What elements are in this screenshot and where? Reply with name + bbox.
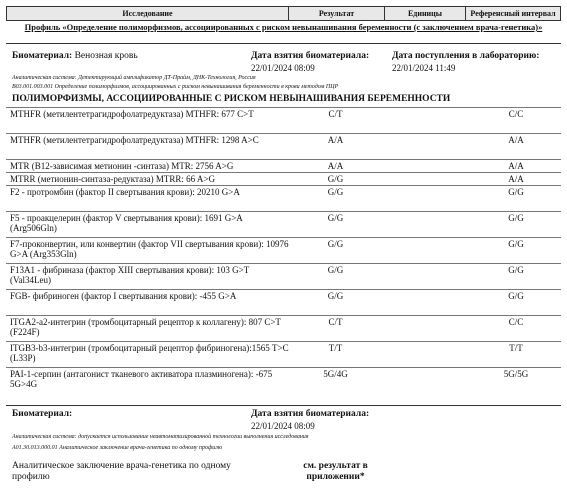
row-reference: C/C: [508, 109, 524, 119]
table-row: [6, 187, 561, 212]
analytic-system: Аналитическая система: Детектирующий амплификатор ДТ-Прайм, ДНК-Технология, Россия: [12, 75, 256, 81]
header-result: Результат: [289, 7, 385, 20]
row-study-name: FGB- фибриноген (фактор I свертывания крови): -455 G>A: [10, 291, 237, 301]
row-study-name: PAI-1-серпин (антагонист тканевого активатора плазминогена): -675 5G>4G: [10, 369, 273, 390]
row-divider: [6, 211, 561, 212]
row-result: G/G: [327, 187, 344, 197]
sample-date2-label: Дата взятия биоматериала:: [251, 409, 370, 419]
table-row: [6, 343, 561, 368]
row-divider: [6, 289, 561, 290]
section-heading: ПОЛИМОРФИЗМЫ, АССОЦИИРОВАННЫЕ С РИСКОМ НЕВЫНАШИВАНИЯ БЕРЕМЕННОСТИ: [12, 94, 451, 104]
row-divider: [6, 237, 561, 238]
lab-date-label: Дата поступления в лабораторию:: [392, 51, 540, 61]
table-row: [6, 369, 561, 394]
table-row: [6, 291, 561, 316]
row-study-name: F5 - проакцелерин (фактор V свертывания крови): 1691 G>A (Arg506Gln): [10, 213, 243, 234]
row-study-name: F7-проконвертин, или конвертин (фактор VII свертывания крови): 10976 G>A (Arg353Gln): [10, 239, 289, 260]
row-result: G/G: [327, 174, 344, 184]
row-reference: A/A: [508, 135, 524, 145]
table-header: [6, 6, 561, 21]
row-divider: [6, 159, 561, 160]
row-result: G/G: [327, 291, 344, 301]
row-divider: [6, 133, 561, 134]
lab-date-value: 22/01/2024 11:49: [392, 63, 456, 73]
row-reference: T/T: [509, 343, 523, 353]
row-divider: [6, 315, 561, 316]
row-divider: [6, 107, 561, 108]
profile-title: Профиль «Определение полиморфизмов, ассоциированных с риском невынашивания беременности (с заключением врача-генетика)»: [6, 22, 561, 44]
section-divider: [6, 405, 561, 406]
row-result: C/T: [328, 109, 343, 119]
row-study-name: F13A1 - фибриназа (фактор XIII свертывания крови): 103 G>T (Val34Leu): [10, 265, 250, 286]
table-row: [6, 135, 561, 160]
table-row: [6, 109, 561, 134]
row-result: G/G: [327, 213, 344, 223]
biomaterial-value: Венозная кровь: [74, 51, 138, 61]
table-row: [6, 213, 561, 238]
row-reference: G/G: [508, 265, 524, 275]
row-reference: 5G/5G: [503, 369, 529, 379]
row-result: C/T: [328, 317, 343, 327]
row-study-name: ITGB3-b3-интегрин (тромбоцитарный рецептор фибриногена):1565 T>C (L33P): [10, 343, 289, 364]
table-row: [6, 265, 561, 290]
row-divider: [6, 341, 561, 342]
row-study-name: F2 - протромбин (фактор II свертывания крови): 20210 G>A: [10, 187, 240, 197]
row-result: G/G: [327, 239, 344, 249]
row-reference: G/G: [508, 291, 524, 301]
header-units: Единицы: [385, 7, 466, 20]
header-study: Исследование: [7, 7, 289, 20]
row-divider: [6, 367, 561, 368]
row-reference: A/A: [508, 161, 524, 171]
method-code: В03.001.003.001 Определение полиморфизмов, ассоциированных с риском невынашивания беременности в крови методом ПЦР: [12, 84, 339, 90]
row-study-name: MTHFR (метилентетрагидрофолатредуктаза) MTHFR: 677 C>T: [10, 109, 254, 119]
row-study-name: ITGA2-a2-интегрин (тромбоцитарный рецептор к коллагену): 807 C>T (F224F): [10, 317, 281, 338]
row-divider: [6, 185, 561, 186]
table-row: [6, 239, 561, 264]
method-code2: A01.30.013.000.01 Аналитическое заключение врача-генетика по одному профилю: [12, 445, 223, 451]
sample-date-label: Дата взятия биоматериала:: [251, 51, 370, 61]
row-result: A/A: [327, 161, 344, 171]
header-reference: Референсный интервал: [470, 9, 556, 18]
row-divider: [6, 263, 561, 264]
row-reference: G/G: [508, 187, 524, 197]
row-study-name: MTR (B12-зависимая метионин -синтаза) MTR: 2756 A>G: [10, 161, 234, 171]
sample-date2-value: 22/01/2024 08:09: [251, 421, 315, 431]
biomaterial-block: [12, 51, 138, 61]
row-reference: A/A: [508, 174, 524, 184]
biomaterial2-label: Биоматериал:: [12, 409, 73, 419]
sample-date-value: 22/01/2024 08:09: [251, 63, 315, 73]
row-result: T/T: [328, 343, 343, 353]
row-result: G/G: [327, 265, 344, 275]
row-result: 5G/4G: [323, 369, 348, 379]
row-result: A/A: [327, 135, 344, 145]
analytic-system2: Аналитическая система: допускается использование неавтоматизированной технологии выполнения исследования: [12, 434, 309, 440]
row-reference: G/G: [508, 239, 524, 249]
row-reference: G/G: [508, 213, 524, 223]
conclusion-result: см. результат в приложении*: [303, 461, 368, 482]
conclusion-name: Аналитическое заключение врача-генетика по одному профилю: [12, 461, 231, 482]
row-divider: [6, 172, 561, 173]
biomaterial-label: Биоматериал:: [12, 51, 73, 61]
table-row: [6, 317, 561, 342]
row-reference: C/C: [508, 317, 524, 327]
row-study-name: MTHFR (метилентетрагидрофолатредуктаза) MTHFR: 1298 A>C: [10, 135, 259, 145]
row-study-name: MTRR (метионин-синтаза-редуктаза) MTRR: 66 A>G: [10, 174, 215, 184]
